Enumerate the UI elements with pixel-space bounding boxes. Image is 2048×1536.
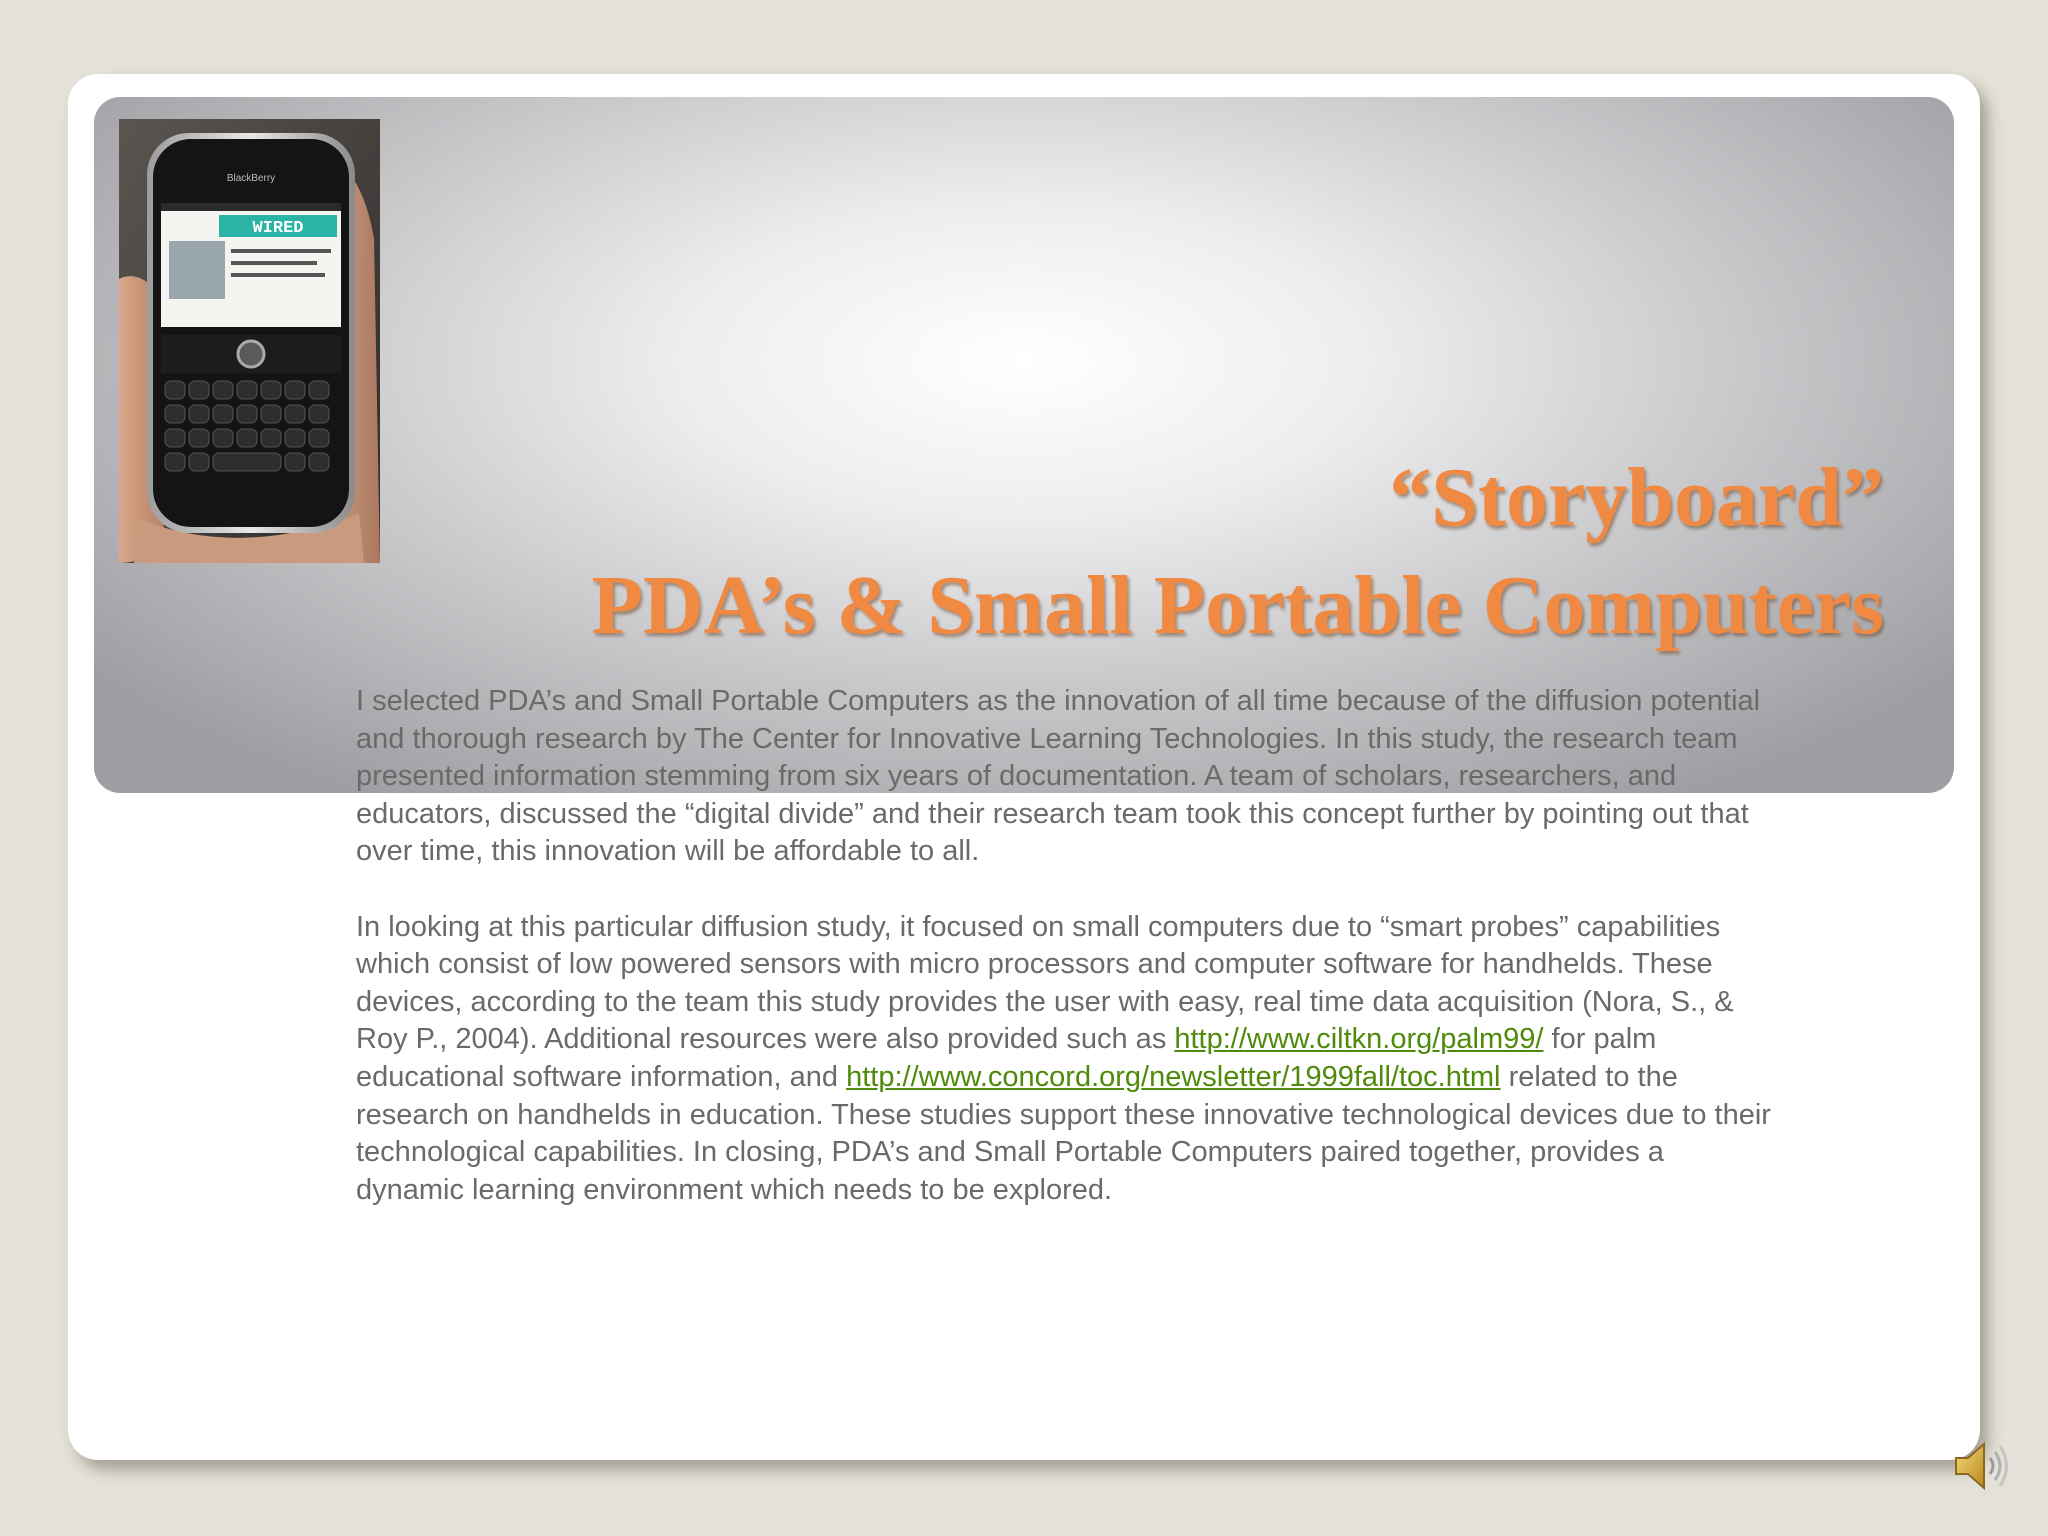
paragraph-intro: I selected PDA’s and Small Portable Computers as the innovation of all time because of the diffusion potential and thorough research by The Center for Innovative Learning Technologies. In this study, the research team presented information stemming from six years of documentation. A team of scholars, researchers, and educators, discussed the “digital divide” and their research team took this concept further by pointing out that over time, this innovation will be affordable to all. [356, 685, 1761, 868]
link-concord-newsletter[interactable]: http://www.concord.org/newsletter/1999fall/toc.html [846, 1060, 1501, 1093]
brand-text: BlackBerry [226, 173, 276, 184]
slide-title [380, 444, 1884, 660]
speaker-icon[interactable] [1950, 1438, 2012, 1494]
title-line-pdas: PDA’s & Small Portable Computers [591, 559, 1884, 652]
paragraph-intro-text: In looking at this particular diffusion study, it focused on small computers due to “smart probes” capabilities which consist of low powered sensors with micro processors and computer software for handhelds. These devices, according to the team this study provides the user with easy, real time data acquisition (Nora, S., & Roy P., 2004). Additional resources were also provided such as [356, 910, 1734, 1056]
link-ciltkn[interactable]: http://www.ciltkn.org/palm99/ [1174, 1023, 1544, 1056]
wired-logo-text: WIRED [252, 219, 304, 238]
paragraph-diffusion-study [356, 909, 1776, 1210]
slide-body [356, 683, 1776, 1209]
paragraph-closing-text: related to the research on handhelds in education. These studies support these innovative technological devices due to their technological capabilities. In closing, PDA’s and Small Portable Computers paired together, provides a dynamic learning environment which needs to be explored. [356, 1060, 1771, 1206]
title-line-storyboard: “Storyboard” [1389, 451, 1884, 544]
blackberry-photo [119, 119, 380, 563]
paragraph-middle-text: for palm educational software information, and [356, 1023, 1657, 1093]
